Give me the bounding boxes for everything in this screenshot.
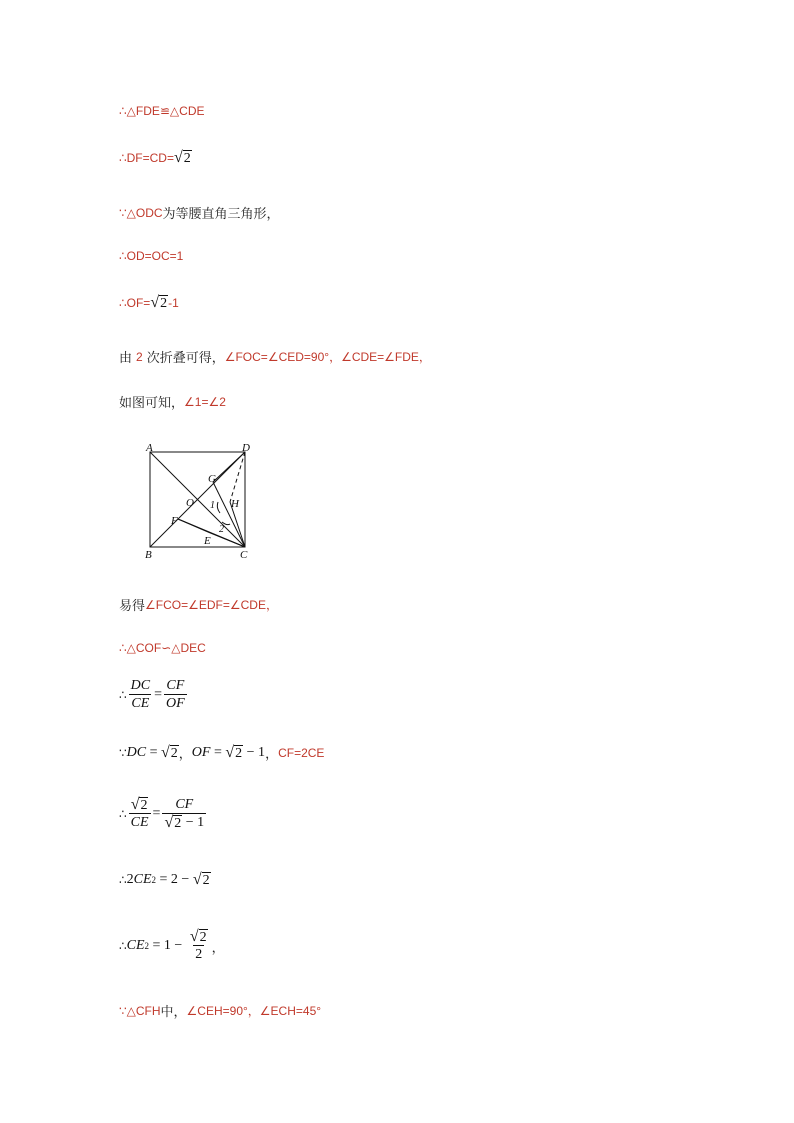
line-ce-squared [119, 929, 225, 963]
text: ∴ [119, 687, 127, 702]
text: = 2 − [156, 872, 193, 887]
line-ratio-equation [119, 677, 189, 712]
sqrt-expression: √ 2 [225, 743, 243, 761]
text: 如图可知， [119, 395, 185, 410]
text: ∴ [119, 939, 127, 953]
line-of [119, 295, 179, 311]
text: ∴ [119, 806, 127, 821]
text: = [210, 744, 226, 760]
text: 由 [119, 350, 133, 365]
line-angle-equal [119, 392, 226, 411]
fraction-dc-ce: $\frac{DC}{CE}$ [130, 678, 151, 711]
fraction-sqrt2-ce: √ 2 CE [130, 795, 149, 830]
angle-arc-1 [217, 502, 220, 513]
text: ∵△ODC [119, 205, 163, 220]
text: 为等腰直角三角形， [162, 206, 280, 221]
text: OF [191, 744, 211, 760]
text: CE [126, 938, 145, 953]
text: ∴OD=OC=1 [119, 249, 184, 263]
sqrt-expression: √ 2 [192, 871, 210, 888]
text: 2 [136, 349, 143, 364]
label-h: H [231, 498, 239, 510]
text: ∴DF=CD= [119, 151, 174, 165]
label-a: A [146, 442, 153, 454]
text: ， [211, 939, 225, 955]
text: ∠1=∠2 [184, 394, 226, 409]
text: ∠FCO=∠EDF=∠CDE， [145, 598, 278, 612]
text: ∵ [119, 745, 127, 760]
text: ∴ [119, 873, 127, 887]
line-2ce-squared [119, 872, 211, 888]
text: -1 [168, 296, 179, 310]
text: − 1 [243, 744, 266, 760]
fraction-cf-denominator: CF √ 2 − 1 [164, 797, 205, 831]
sqrt-expression: √ 2 [161, 743, 178, 761]
text: = [152, 805, 161, 821]
text: 次折叠可得， [146, 350, 225, 365]
text: ∠CEH=90°，∠ECH=45° [186, 1004, 322, 1018]
text: = [154, 686, 162, 702]
label-e: E [204, 535, 211, 547]
line-folding [119, 347, 431, 366]
text: ∵△CFH [119, 1003, 161, 1018]
text: ∴△FDE≌△CDE [119, 104, 205, 118]
text: ， [178, 746, 192, 761]
label-g: G [208, 473, 216, 485]
text: CE [133, 872, 152, 887]
label-d: D [242, 442, 250, 454]
segment-cg [213, 482, 245, 547]
line-cfh [119, 1001, 321, 1020]
sqrt-expression: √ 2 [173, 149, 191, 166]
text: ∴△COF∽△DEC [119, 641, 206, 655]
fraction-sqrt2-over-2: √ 2 2 [189, 928, 207, 962]
text: 中， [160, 1004, 187, 1019]
label-f: F [171, 515, 178, 527]
text: ∠FOC=∠CED=90°，∠CDE=∠FDE， [224, 350, 431, 364]
text: 2 [151, 875, 157, 885]
label-1: 1 [210, 500, 215, 511]
text: ∴OF= [119, 296, 151, 310]
line-congruence [119, 104, 204, 118]
text: 2 [126, 872, 134, 887]
geometry-figure [140, 440, 270, 565]
line-df-cd [119, 150, 192, 166]
line-similarity [119, 641, 206, 655]
text: = 1 − [149, 938, 186, 953]
text: DC [126, 744, 147, 760]
line-given-values [119, 743, 324, 762]
line-substituted-ratio [119, 796, 208, 831]
text: ， [265, 746, 279, 761]
line-odc-isosceles [119, 203, 280, 222]
fraction-cf-of: $\frac{CF}{OF}$ [166, 678, 185, 711]
line-angles-equal [119, 595, 278, 614]
text: 2 [144, 941, 150, 951]
segment-ce [208, 532, 245, 547]
sqrt-expression: √ 2 [150, 294, 168, 311]
text: CF=2CE [278, 745, 325, 760]
label-c: C [240, 549, 248, 561]
text: 易得 [119, 598, 146, 613]
segment-fe [178, 519, 208, 532]
label-b: B [145, 549, 152, 561]
label-o: O [186, 497, 194, 509]
text: = [146, 744, 161, 760]
line-od-oc [119, 249, 183, 263]
label-2: 2 [219, 524, 224, 535]
